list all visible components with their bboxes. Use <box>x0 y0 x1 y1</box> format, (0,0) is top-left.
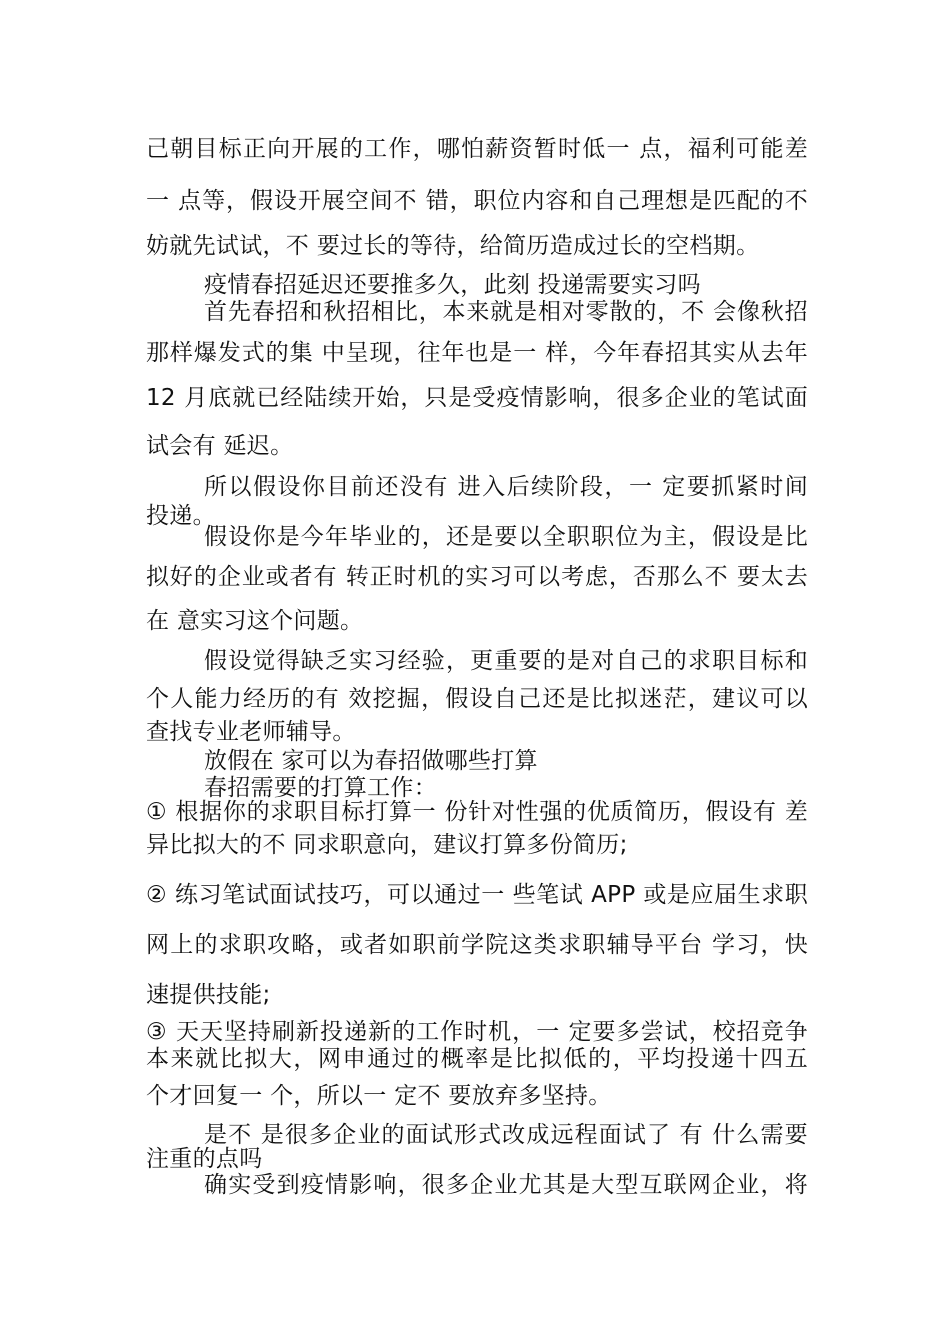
text-line: 那样爆发式的集 中呈现，往年也是一 样，今年春招其实从去年 <box>146 340 808 366</box>
list-item: ③ 天天坚持刷新投递新的工作时机，一 定要多尝试，校招竞争 <box>146 1019 808 1045</box>
text-line: 一 点等，假设开展空间不 错，职位内容和自己理想是匹配的不 <box>146 188 808 214</box>
text-line: 试会有 延迟。 <box>146 433 294 459</box>
section-heading: 放假在 家可以为春招做哪些打算 <box>204 748 538 774</box>
list-item: 异比拟大的不 同求职意向，建议打算多份简历; <box>146 832 628 858</box>
list-item: 网上的求职攻略，或者如职前学院这类求职辅导平台 学习，快 <box>146 932 808 958</box>
text-line: 确实受到疫情影响，很多企业尤其是大型互联网企业，将 <box>204 1172 808 1198</box>
text-line: 个人能力经历的有 效挖掘，假设自己还是比拟迷茫，建议可以 <box>146 686 808 712</box>
text-line: 12 月底就已经陆续开始，只是受疫情影响，很多企业的笔试面 <box>146 385 808 411</box>
text-line: 春招需要的打算工作： <box>204 775 437 801</box>
list-item: 本来就比拟大，网申通过的概率是比拟低的，平均投递十四五 <box>146 1046 808 1072</box>
text-line: 在 意实习这个问题。 <box>146 608 364 634</box>
list-item: 速提供技能; <box>146 982 271 1008</box>
list-item: 个才回复一 个，所以一 定不 要放弃多坚持。 <box>146 1083 612 1109</box>
text-line: 首先春招和秋招相比，本来就是相对零散的，不 会像秋招 <box>204 299 808 325</box>
text-line: 查找专业老师辅导。 <box>146 719 356 745</box>
list-item: ② 练习笔试面试技巧，可以通过一 些笔试 APP 或是应届生求职 <box>146 882 808 908</box>
section-heading: 疫情春招延迟还要推多久，此刻 投递需要实习吗 <box>204 272 701 298</box>
text-line: 妨就先试试，不 要过长的等待，给简历造成过长的空档期。 <box>146 233 760 259</box>
text-line: 投递。 <box>146 503 216 529</box>
section-heading: 注重的点吗 <box>146 1146 263 1172</box>
text-line: 假设觉得缺乏实习经验，更重要的是对自己的求职目标和 <box>204 648 808 674</box>
text-line: 假设你是今年毕业的，还是要以全职职位为主，假设是比 <box>204 524 808 550</box>
section-heading: 是不 是很多企业的面试形式改成远程面试了 有 什么需要 <box>204 1122 808 1148</box>
text-line: 拟好的企业或者有 转正时机的实习可以考虑，否那么不 要太去 <box>146 564 808 590</box>
text-line: 己朝目标正向开展的工作，哪怕薪资暂时低一 点，福利可能差 <box>146 136 808 162</box>
text-line: 所以假设你目前还没有 进入后续阶段，一 定要抓紧时间 <box>204 474 808 500</box>
list-item: ① 根据你的求职目标打算一 份针对性强的优质简历，假设有 差 <box>146 799 808 825</box>
